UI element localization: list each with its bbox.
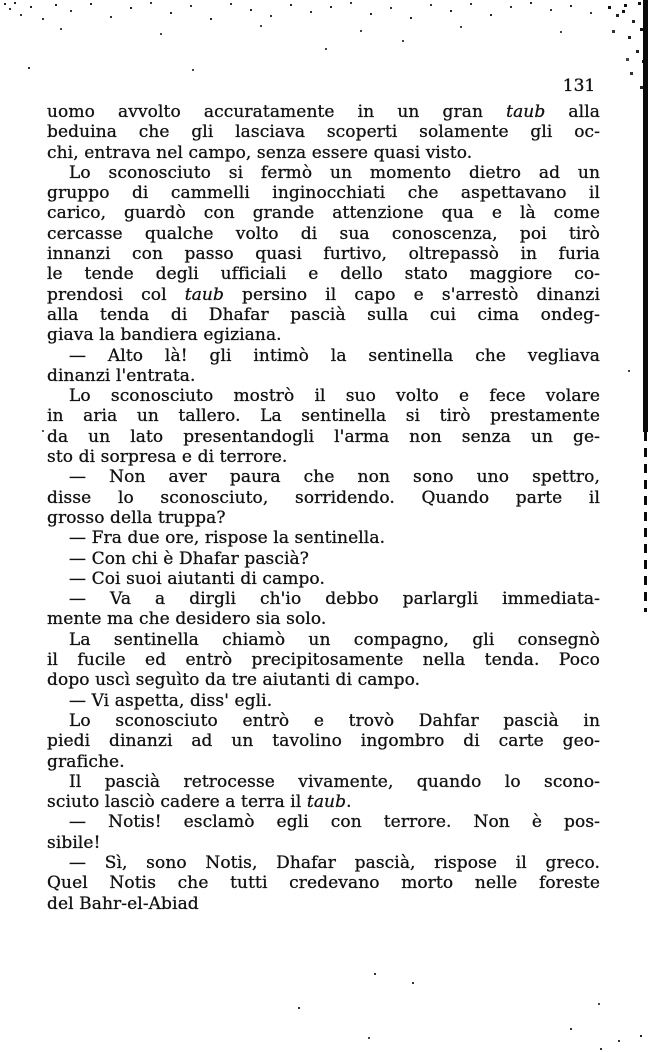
paragraph	[47, 711, 600, 772]
scan-noise-bottom	[0, 0, 2, 2]
text-line: innanzi con passo quasi furtivo, oltrepassò in furia	[47, 244, 600, 265]
text-line: — Va a dirgli ch'io debbo parlargli immediata-	[69, 589, 600, 610]
text-line: il fucile ed entrò precipitosamente nella tenda. Poco	[47, 650, 600, 671]
text-line: da un lato presentandogli l'arma non senza un ge-	[47, 426, 600, 447]
paragraph	[47, 386, 600, 467]
paragraph	[47, 163, 600, 346]
text-line: Lo sconosciuto si fermò un momento dietro ad un	[69, 162, 600, 183]
text-line: Lo sconosciuto mostrò il suo volto e fece volare	[69, 386, 600, 407]
text-line: disse lo sconosciuto, sorridendo. Quando parte il	[47, 487, 600, 508]
text-block	[47, 102, 600, 914]
text-line: — Coi suoi aiutanti di campo.	[69, 568, 325, 589]
text-line: sto di sorpresa e di terrore.	[47, 447, 288, 468]
scan-edge-line-solid	[643, 0, 648, 432]
paragraph	[47, 812, 600, 853]
text-line: le tende degli ufficiali e dello stato maggiore co-	[47, 264, 600, 285]
paragraph	[47, 691, 600, 711]
paragraph	[47, 853, 600, 914]
text-line: carico, guardò con grande attenzione qua e là come	[47, 203, 600, 224]
text-line: Quel Notis che tutti credevano morto nelle foreste	[47, 873, 600, 894]
text-line: grosso della truppa?	[47, 507, 226, 528]
text-line: — Non aver paura che non sono uno spettro,	[69, 467, 600, 488]
text-line: cercasse qualche volto di sua conoscenza, poi tirò	[47, 223, 600, 244]
paragraph	[47, 346, 600, 387]
text-line: dopo uscì seguìto da tre aiutanti di campo.	[47, 670, 421, 691]
paragraph	[47, 589, 600, 630]
text-line: prendosi col taub persino il capo e s'arrestò dinanzi	[47, 284, 600, 305]
text-line: sciuto lasciò cadere a terra il taub.	[47, 792, 352, 813]
paragraph	[47, 549, 600, 569]
text-line: chi, entrava nel campo, senza essere quasi visto.	[47, 142, 473, 163]
paragraph	[47, 569, 600, 589]
text-line: piedi dinanzi ad un tavolino ingombro di carte geo-	[47, 731, 600, 752]
text-line: — Con chi è Dhafar pascià?	[69, 548, 309, 569]
text-line: — Alto là! gli intimò la sentinella che vegliava	[69, 345, 600, 366]
paragraph	[47, 528, 600, 548]
text-line: mente ma che desidero sia solo.	[47, 609, 327, 630]
page-number: 131	[562, 76, 596, 96]
text-line: uomo avvolto accuratamente in un gran taub alla	[47, 102, 600, 122]
text-line: — Vi aspetta, diss' egli.	[69, 690, 273, 711]
scan-edge-line-dashed	[644, 432, 647, 612]
text-line: grafiche.	[47, 751, 125, 772]
text-line: — Notis! esclamò egli con terrore. Non è pos-	[69, 812, 600, 833]
paragraph	[47, 772, 600, 813]
text-line: in aria un tallero. La sentinella si tirò prestamente	[47, 406, 600, 427]
text-line: gruppo di cammelli inginocchiati che aspettavano il	[47, 183, 600, 204]
paragraph	[47, 630, 600, 691]
text-line: Lo sconosciuto entrò e trovò Dahfar pascià in	[69, 710, 600, 731]
text-line: dinanzi l'entrata.	[47, 365, 196, 386]
text-line: Il pascià retrocesse vivamente, quando lo scono-	[69, 771, 600, 792]
text-line: alla tenda di Dhafar pascià sulla cui cima ondeg-	[47, 304, 600, 325]
text-line: — Fra due ore, rispose la sentinella.	[69, 528, 386, 549]
text-line: beduina che gli lasciava scoperti solamente gli oc-	[47, 122, 600, 143]
text-line: giava la bandiera egiziana.	[47, 325, 282, 346]
paragraph	[47, 467, 600, 528]
paragraph	[47, 102, 600, 163]
text-line: sibile!	[47, 832, 101, 853]
text-line: La sentinella chiamò un compagno, gli consegnò	[69, 629, 600, 650]
text-line: del Bahr-el-Abiad	[47, 893, 199, 914]
text-line: — Sì, sono Notis, Dhafar pascià, rispose il greco.	[69, 852, 600, 873]
